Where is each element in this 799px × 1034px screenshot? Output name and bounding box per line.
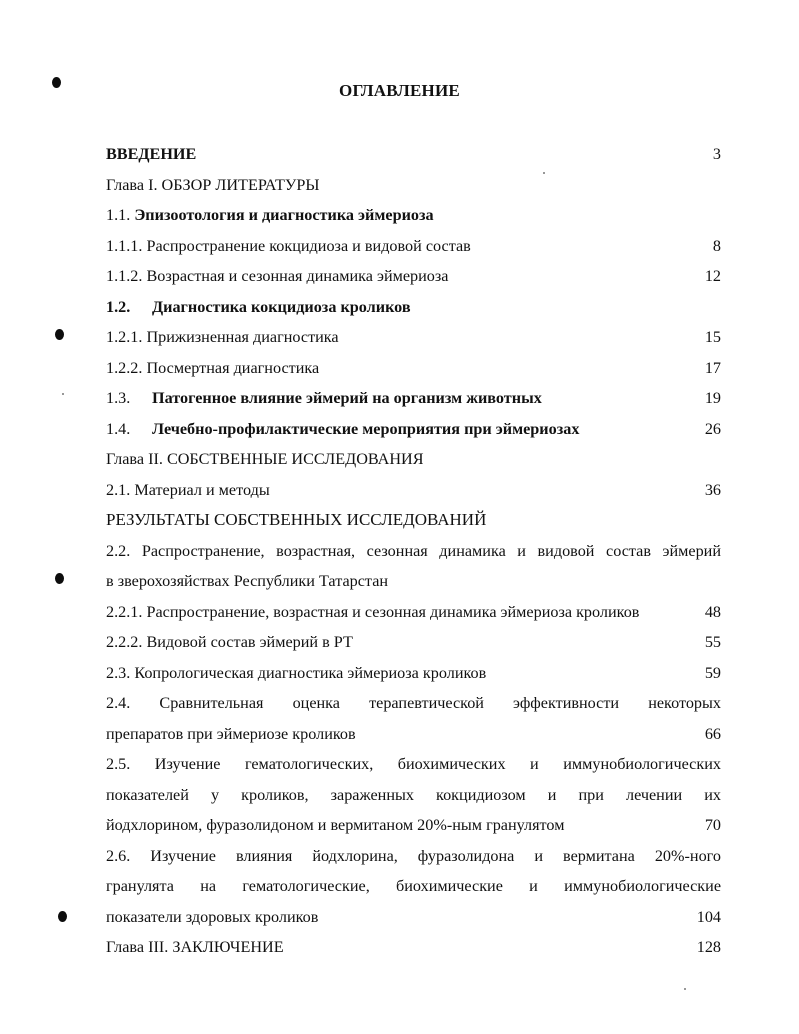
page-number: 104 [696, 908, 721, 926]
scan-speck [62, 393, 64, 395]
toc-entry[interactable]: 1.2.1. Прижизненная диагностика 15 [106, 322, 721, 352]
toc-entry[interactable]: 1.3. Патогенное влияние эймерий на организм животных 19 [106, 383, 721, 413]
toc-entry[interactable]: 2.6. Изучение влияния йодхлорина, фуразолидона и вермитана 20%-ного [106, 847, 721, 865]
toc-entry[interactable]: йодхлорином, фуразолидоном и вермитаном 20%-ным гранулятом 70 [106, 810, 721, 840]
toc-entry[interactable]: РЕЗУЛЬТАТЫ СОБСТВЕННЫХ ИССЛЕДОВАНИЙ [106, 510, 487, 529]
page-number: 8 [712, 237, 721, 255]
toc-entry[interactable]: Глава II. СОБСТВЕННЫЕ ИССЛЕДОВАНИЯ [106, 450, 424, 468]
page-number: 26 [704, 420, 721, 438]
toc-entry[interactable]: 1.1.1. Распространение кокцидиоза и видовой состав 8 [106, 231, 721, 261]
page-number: 70 [704, 816, 721, 834]
toc-entry[interactable]: 2.5. Изучение гематологических, биохимических и иммунобиологических [106, 755, 721, 773]
page-number: 66 [704, 725, 721, 743]
toc-entry[interactable]: 2.1. Материал и методы 36 [106, 475, 721, 505]
toc-entry[interactable]: 2.2.1. Распространение, возрастная и сезонная динамика эймериоза кроликов 48 [106, 597, 721, 627]
page-number: 48 [704, 603, 721, 621]
binder-hole-mark [55, 329, 64, 340]
toc-entry[interactable]: Глава I. ОБЗОР ЛИТЕРАТУРЫ [106, 176, 320, 194]
toc-entry[interactable]: 1.1.2. Возрастная и сезонная динамика эймериоза 12 [106, 261, 721, 291]
page-number: 36 [704, 481, 721, 499]
page-number: 3 [712, 145, 721, 163]
page-number: 19 [704, 389, 721, 407]
page-number: 128 [696, 938, 721, 956]
page-number: 59 [704, 664, 721, 682]
toc-entry[interactable]: показателей у кроликов, зараженных кокцидиозом и при лечении их [106, 786, 721, 804]
binder-hole-mark [52, 77, 61, 88]
toc-entry[interactable]: 2.3. Копрологическая диагностика эймериоза кроликов 59 [106, 658, 721, 688]
scan-speck [684, 988, 686, 990]
toc-entry[interactable]: Глава III. ЗАКЛЮЧЕНИЕ 128 [106, 932, 721, 962]
toc-entry[interactable]: 1.4. Лечебно-профилактические мероприятия при эймериозах 26 [106, 414, 721, 444]
toc-entry[interactable]: препаратов при эймериозе кроликов 66 [106, 719, 721, 749]
page-number: 17 [704, 359, 721, 377]
page-title: ОГЛАВЛЕНИЕ [339, 81, 460, 100]
toc-entry[interactable]: показатели здоровых кроликов 104 [106, 902, 721, 932]
page-number: 15 [704, 328, 721, 346]
toc-entry[interactable]: 1.2. Диагностика кокцидиоза кроликов [106, 298, 411, 316]
toc-entry[interactable]: ВВЕДЕНИЕ 3 [106, 139, 721, 169]
toc-entry[interactable]: 1.1. Эпизоотология и диагностика эймериоза [106, 206, 434, 224]
page-number: 55 [704, 633, 721, 651]
binder-hole-mark [58, 911, 67, 922]
toc-entry[interactable]: 2.4. Сравнительная оценка терапевтической эффективности некоторых [106, 694, 721, 712]
toc-entry[interactable]: 2.2.2. Видовой состав эймерий в РТ 55 [106, 627, 721, 657]
toc-entry[interactable]: 1.2.2. Посмертная диагностика 17 [106, 353, 721, 383]
page-number: 12 [704, 267, 721, 285]
binder-hole-mark [55, 573, 64, 584]
toc-entry[interactable]: гранулята на гематологические, биохимические и иммунобиологические [106, 877, 721, 895]
toc-entry[interactable]: 2.2. Распространение, возрастная, сезонная динамика и видовой состав эймерий [106, 542, 721, 560]
toc-entry[interactable]: в зверохозяйствах Республики Татарстан [106, 572, 389, 590]
